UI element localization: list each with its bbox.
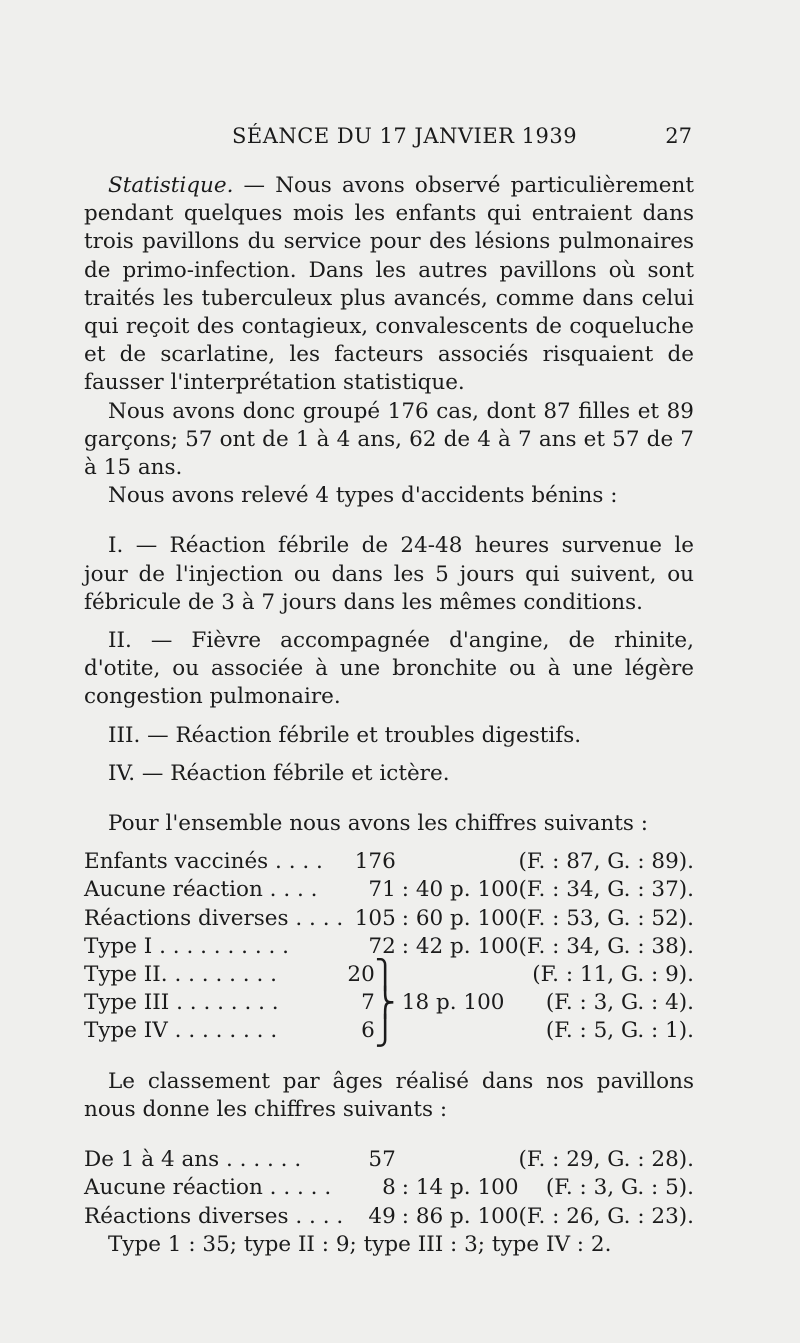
row-label: De 1 à 4 ans . . . . . .	[84, 1147, 302, 1173]
table-row	[84, 876, 694, 904]
row-label: Aucune réaction . . . . .	[84, 1175, 332, 1201]
row-label: Type I . . . . . . . . . .	[84, 933, 289, 959]
row-label: Type II. . . . . . . . .	[84, 962, 277, 988]
row-sex-split: (F. : 26, G. : 23).	[518, 1203, 694, 1229]
row-percent	[396, 961, 519, 989]
brace-bottom: ⎭	[374, 1014, 396, 1048]
row-count: 72	[368, 933, 396, 959]
table-row	[84, 1146, 694, 1174]
running-title: SÉANCE DU 17 JANVIER 1939	[232, 124, 578, 148]
page-number: 27	[665, 124, 692, 148]
overall-table	[84, 848, 694, 1048]
table-row	[84, 933, 694, 961]
type-definition-2: II. — Fièvre accompagnée d'angine, de rhinite, d'otite, ou associée à une bronchite ou à une légère congestion pulmonaire.	[84, 628, 694, 710]
row-percent: : 60 p. 100	[401, 905, 519, 931]
row-percent: 18 p. 100	[401, 990, 505, 1016]
row-count-value: 6	[361, 1018, 375, 1044]
type-definition-1: I. — Réaction fébrile de 24-48 heures survenue le jour de l'injection ou dans les 5 jours qui suivent, ou fébricule de 3 à 7 jours dans les mêmes conditions.	[84, 533, 694, 615]
row-count: 105	[354, 905, 396, 931]
lead-text: — Nous avons observé particulièrement pendant quelques mois les enfants qui entraient dans trois pavillons du service pour des lésions pulmonaires de primo-infection. Dans les autres pavillons où sont traités les tuberculeux plus avancés, comme dans celui qui reçoit des contagieux, convalescents de coqueluche et de scarlatine, les facteurs associés risquaient de fausser l'interprétation statistique.	[84, 173, 694, 396]
age-table	[84, 1146, 694, 1231]
table2-intro: Le classement par âges réalisé dans nos pavillons nous donne les chiffres suivants :	[84, 1068, 694, 1122]
row-percent: : 86 p. 100	[401, 1203, 519, 1229]
type-definition-4: IV. — Réaction fébrile et ictère.	[108, 760, 450, 786]
table-row	[84, 1017, 694, 1045]
lead-label: Statistique.	[108, 173, 234, 198]
row-count: 8	[382, 1175, 396, 1201]
row-count-value: 20	[347, 962, 375, 988]
row-sex-split: (F. : 3, G. : 5).	[545, 1175, 694, 1201]
row-percent	[396, 1017, 519, 1045]
table-row	[84, 1174, 694, 1202]
row-sex-split: (F. : 87, G. : 89).	[518, 849, 694, 875]
types-intro-paragraph: Nous avons relevé 4 types d'accidents bénins :	[108, 483, 618, 509]
row-sex-split: (F. : 11, G. : 9).	[532, 962, 694, 988]
table-row	[84, 1203, 694, 1231]
row-count-value: 7	[361, 990, 375, 1016]
intro-paragraph	[84, 172, 694, 398]
row-sex-split: (F. : 3, G. : 4).	[545, 990, 694, 1016]
row-count: 49	[368, 1203, 396, 1229]
row-sex-split: (F. : 34, G. : 37).	[518, 877, 694, 903]
row-sex-split: (F. : 53, G. : 52).	[518, 905, 694, 931]
row-percent: : 40 p. 100	[401, 877, 519, 903]
row-count: 57	[368, 1147, 396, 1173]
page-body	[84, 172, 694, 1259]
row-percent: : 14 p. 100	[401, 1175, 519, 1201]
row-label: Aucune réaction . . . .	[84, 877, 318, 903]
brace-middle: ⎬	[374, 986, 396, 1020]
row-count: 71	[368, 877, 396, 903]
row-percent	[396, 848, 519, 876]
type-definition-3: III. — Réaction fébrile et troubles digestifs.	[108, 722, 582, 748]
row-label: Type III . . . . . . . .	[84, 990, 279, 1016]
row-label: Réactions diverses . . . .	[84, 905, 344, 931]
row-label: Type IV . . . . . . . .	[84, 1018, 278, 1044]
row-count	[345, 1014, 396, 1048]
page-header	[232, 124, 692, 148]
row-sex-split: (F. : 34, G. : 38).	[518, 933, 694, 959]
type-summary: Type 1 : 35; type II : 9; type III : 3; type IV : 2.	[108, 1231, 612, 1257]
row-count: 176	[354, 849, 396, 875]
row-percent	[396, 1146, 519, 1174]
table-row	[84, 905, 694, 933]
row-sex-split: (F. : 29, G. : 28).	[518, 1147, 694, 1173]
table-row	[84, 848, 694, 876]
cases-paragraph: Nous avons donc groupé 176 cas, dont 87 filles et 89 garçons; 57 ont de 1 à 4 ans, 62 de 4 à 7 ans et 57 de 7 à 15 ans.	[84, 398, 694, 481]
row-percent: : 42 p. 100	[401, 933, 519, 959]
row-label: Enfants vaccinés . . . .	[84, 849, 323, 875]
row-label: Réactions diverses . . . .	[84, 1203, 344, 1229]
table1-intro: Pour l'ensemble nous avons les chiffres suivants :	[108, 811, 649, 837]
row-sex-split: (F. : 5, G. : 1).	[545, 1018, 694, 1044]
brace-top: ⎫	[374, 958, 396, 992]
